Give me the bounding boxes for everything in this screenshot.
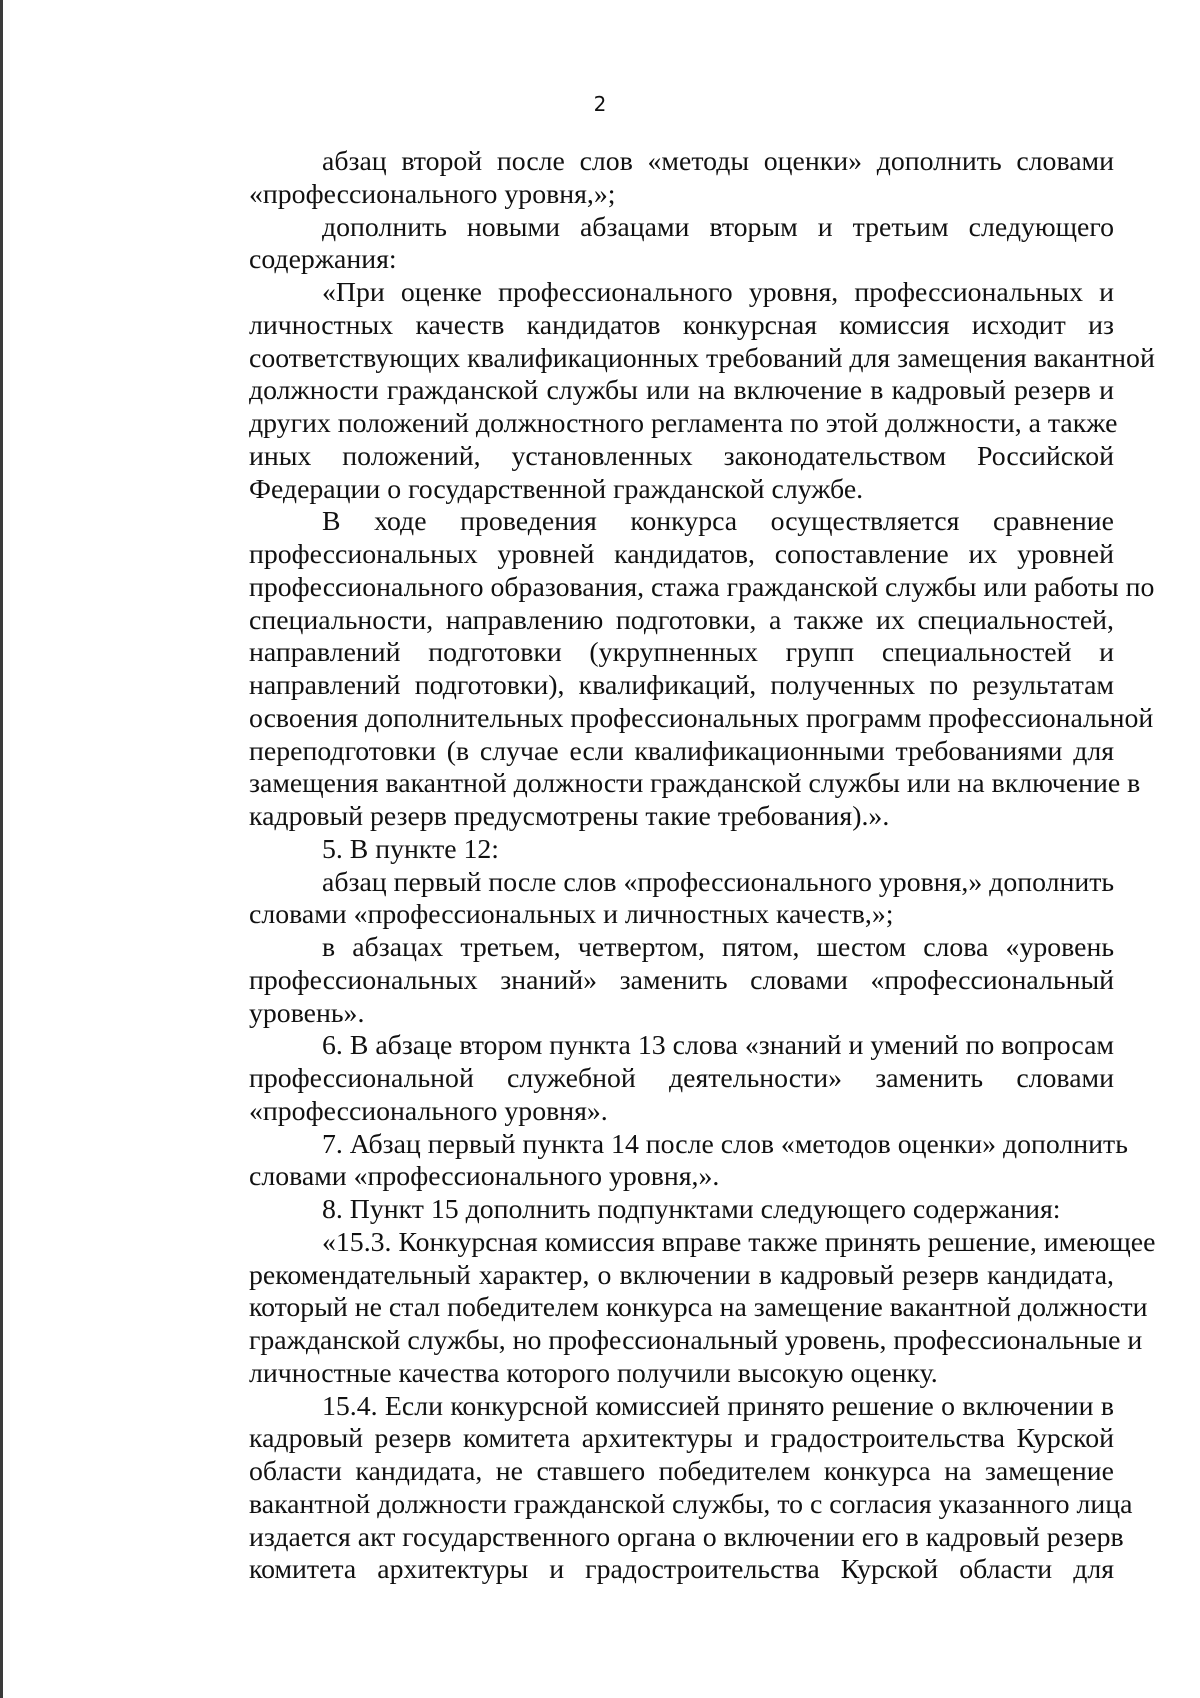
text-line: словами «профессиональных и личностных качеств,»; bbox=[249, 899, 894, 931]
text-line: Федерации о государственной гражданской службе. bbox=[249, 473, 864, 505]
text-line: В ходе проведения конкурса осуществляется сравнение bbox=[322, 506, 1114, 538]
paragraph bbox=[176, 1226, 1156, 1391]
paragraph bbox=[176, 867, 1114, 933]
text-line: «При оценке профессионального уровня, профессиональных и bbox=[322, 277, 1114, 308]
paragraph bbox=[176, 1390, 1133, 1588]
text-line: в абзацах третьем, четвертом, пятом, шестом слова «уровень bbox=[322, 932, 1114, 963]
text-line: абзац второй после слов «методы оценки» дополнить словами bbox=[322, 146, 1114, 177]
text-line: вакантной должности гражданской службы, то с согласия указанного лица bbox=[249, 1488, 1133, 1520]
text-line: «15.3. Конкурсная комиссия вправе также принять решение, имеющее bbox=[322, 1226, 1156, 1258]
document-body bbox=[176, 146, 1156, 1587]
text-line: 5. В пункте 12: bbox=[322, 833, 500, 865]
text-line: соответствующих квалификационных требований для замещения вакантной bbox=[249, 342, 1155, 374]
paragraph bbox=[176, 277, 1155, 506]
text-line: освоения дополнительных профессиональных программ профессиональной bbox=[249, 702, 1154, 734]
text-line: рекомендательный характер, о включении в кадровый резерв кандидата, bbox=[249, 1259, 1114, 1291]
text-line: замещения вакантной должности гражданской службы или на включение в bbox=[249, 768, 1141, 800]
paragraph bbox=[176, 1194, 1114, 1227]
text-line: направлений подготовки), квалификаций, полученных по результатам bbox=[249, 670, 1114, 701]
text-line: личностных качеств кандидатов конкурсная комиссия исходит из bbox=[249, 309, 1114, 341]
text-line: уровень». bbox=[249, 997, 365, 1029]
text-line: кадровый резерв предусмотрены такие требования).». bbox=[249, 801, 890, 832]
text-line: профессионального образования, стажа гражданской службы или работы по bbox=[249, 571, 1155, 603]
text-line: специальности, направлению подготовки, а также их специальностей, bbox=[249, 604, 1114, 636]
text-line: 8. Пункт 15 дополнить подпунктами следующего содержания: bbox=[322, 1194, 1061, 1225]
text-line: иных положений, установленных законодательством Российской bbox=[249, 440, 1114, 472]
paragraph bbox=[176, 506, 1155, 834]
text-line: кадровый резерв комитета архитектуры и градостроительства Курской bbox=[249, 1423, 1114, 1455]
page-number: 2 bbox=[593, 92, 607, 116]
paragraph bbox=[176, 834, 1114, 867]
text-line: «профессионального уровня». bbox=[249, 1095, 608, 1127]
text-line: области кандидата, не ставшего победителем конкурса на замещение bbox=[249, 1456, 1114, 1487]
text-line: абзац первый после слов «профессионального уровня,» дополнить bbox=[322, 866, 1115, 898]
paragraph bbox=[176, 146, 1114, 212]
paragraph bbox=[176, 932, 1114, 1030]
text-line: комитета архитектуры и градостроительства Курской области для bbox=[249, 1554, 1114, 1586]
text-line: должности гражданской службы или на включение в кадровый резерв и bbox=[249, 375, 1114, 407]
text-line: переподготовки (в случае если квалификационными требованиями для bbox=[249, 735, 1114, 767]
scan-edge-shadow bbox=[0, 0, 3, 1698]
paragraph bbox=[176, 1128, 1128, 1195]
text-line: словами «профессионального уровня,». bbox=[249, 1161, 720, 1193]
text-line: издается акт государственного органа о включении его в кадровый резерв bbox=[249, 1521, 1124, 1553]
text-line: который не стал победителем конкурса на замещение вакантной должности bbox=[249, 1292, 1148, 1324]
paragraph bbox=[176, 212, 1114, 278]
text-line: 15.4. Если конкурсной комиссией принято решение о включении в bbox=[322, 1390, 1114, 1422]
text-line: гражданской службы, но профессиональный уровень, профессиональные и bbox=[249, 1325, 1143, 1356]
text-line: профессиональных знаний» заменить словами «профессиональный bbox=[249, 964, 1114, 996]
text-line: других положений должностного регламента по этой должности, а также bbox=[249, 408, 1118, 439]
text-line: личностные качества которого получили высокую оценку. bbox=[249, 1357, 938, 1389]
text-line: направлений подготовки (укрупненных групп специальностей и bbox=[249, 637, 1114, 669]
text-line: «профессионального уровня,»; bbox=[249, 178, 616, 210]
text-line: 6. В абзаце втором пункта 13 слова «знаний и умений по вопросам bbox=[322, 1030, 1114, 1062]
paragraph bbox=[176, 1030, 1114, 1128]
text-line: профессиональных уровней кандидатов, сопоставление их уровней bbox=[249, 539, 1114, 570]
text-line: 7. Абзац первый пункта 14 после слов «методов оценки» дополнить bbox=[322, 1128, 1128, 1160]
text-line: профессиональной служебной деятельности» заменить словами bbox=[249, 1063, 1114, 1094]
text-line: содержания: bbox=[249, 244, 397, 276]
text-line: дополнить новыми абзацами вторым и третьим следующего bbox=[322, 211, 1114, 243]
